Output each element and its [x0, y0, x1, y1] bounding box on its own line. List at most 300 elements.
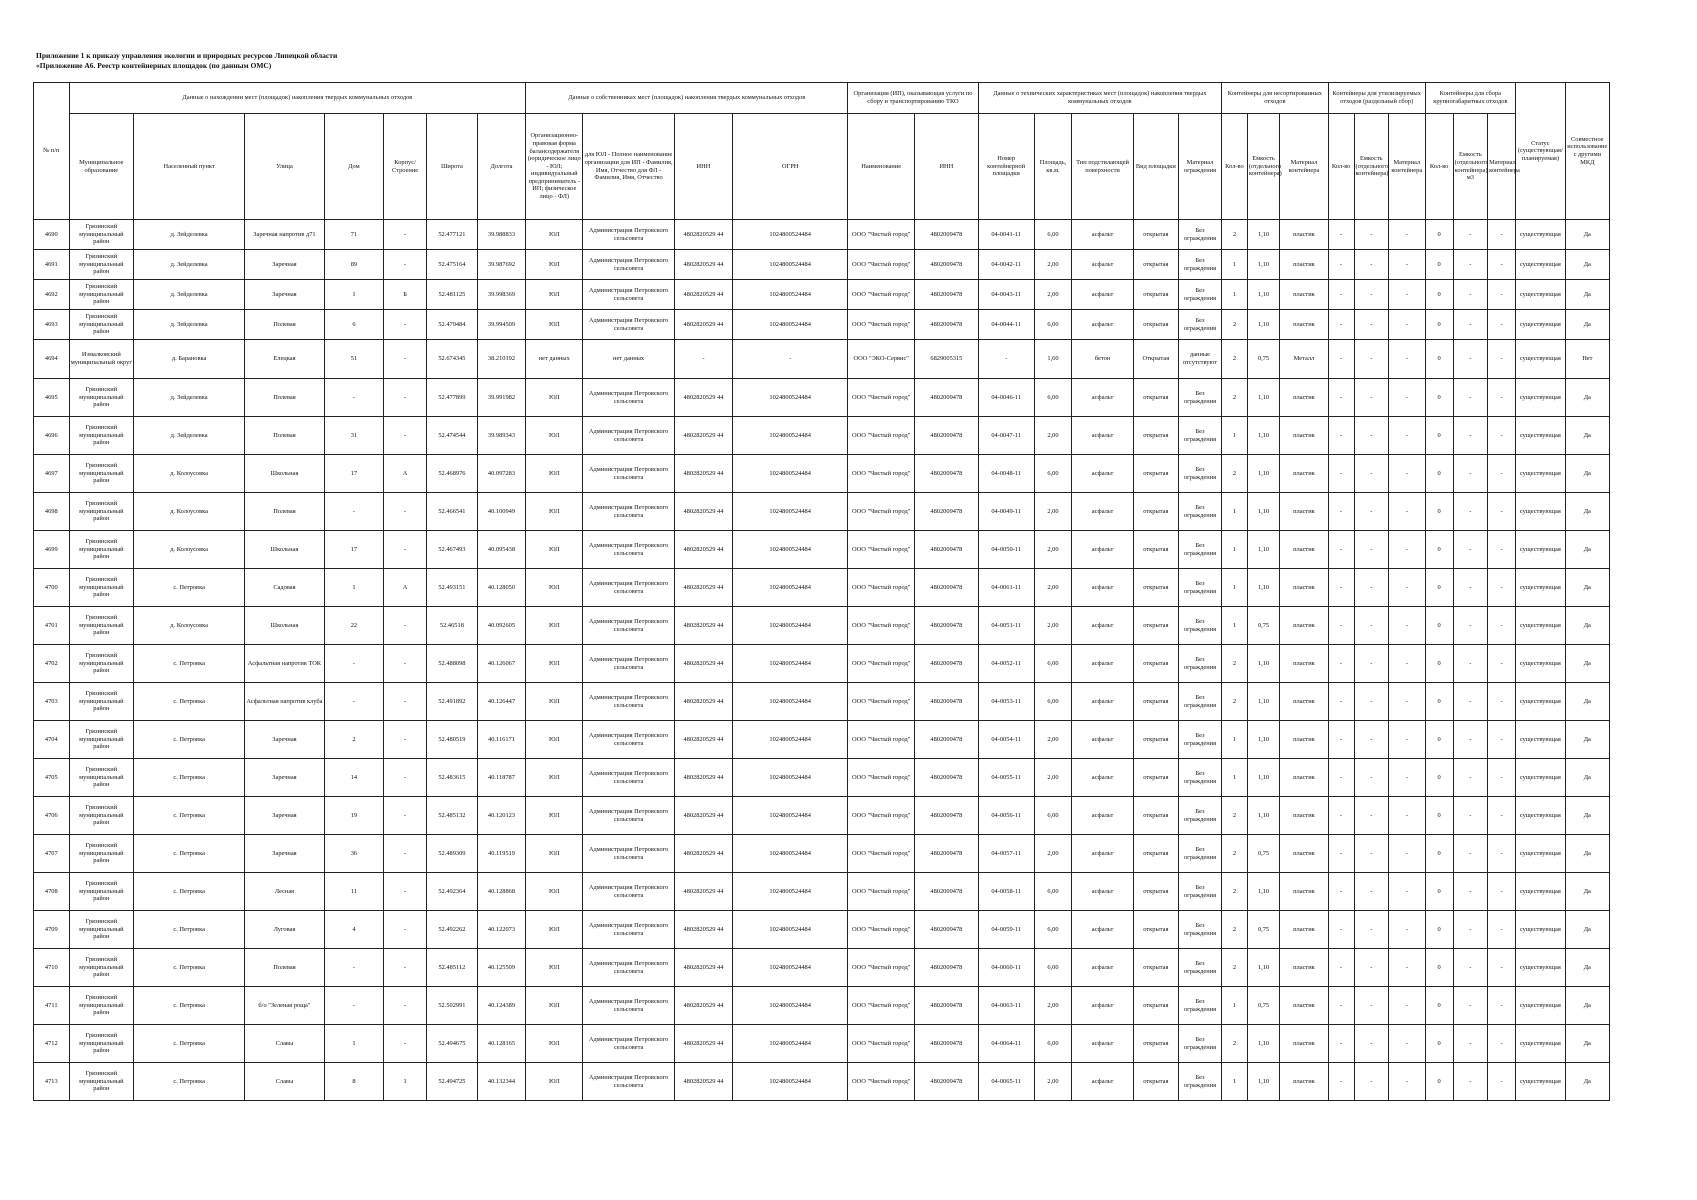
- cell-sorted-qty: 2: [1222, 340, 1248, 379]
- cell-operator-name: ООО "Чистый город": [848, 493, 915, 531]
- cell-longitude: 40.125509: [477, 949, 526, 987]
- cell-street: Полевая: [245, 379, 325, 417]
- header-sorted-capacity: Емкость (отдельного контейнера): [1247, 114, 1279, 220]
- cell-surface: асфальт: [1072, 873, 1133, 911]
- cell-sorted-material: пластик: [1280, 569, 1329, 607]
- cell-municipality: Грязинский муниципальный район: [69, 1063, 134, 1101]
- cell-separate-capacity: -: [1354, 493, 1388, 531]
- cell-sorted-capacity: 1,10: [1247, 569, 1279, 607]
- cell-street: Славы: [245, 1063, 325, 1101]
- cell-sorted-material: пластик: [1280, 1025, 1329, 1063]
- cell-shared-use: Да: [1565, 250, 1609, 280]
- cell-org-form: ЮЛ: [526, 250, 583, 280]
- cell-fence-material: Без ограждения: [1178, 797, 1221, 835]
- cell-status: существующая: [1516, 220, 1566, 250]
- cell-sorted-material: пластик: [1280, 721, 1329, 759]
- cell-separate-capacity: -: [1354, 987, 1388, 1025]
- cell-house: 71: [324, 220, 383, 250]
- cell-ogrn: 1024800524484: [733, 250, 848, 280]
- cell-org-form: нет данных: [526, 340, 583, 379]
- cell-municipality: Грязинский муниципальный район: [69, 683, 134, 721]
- cell-street: Луговая: [245, 911, 325, 949]
- cell-operator-inn: 4802009478: [915, 569, 979, 607]
- cell-status: существующая: [1516, 455, 1566, 493]
- cell-longitude: 40.118787: [477, 759, 526, 797]
- cell-municipality: Измалковский муниципальный округ: [69, 340, 134, 379]
- cell-owner-inn: 4802820529 44: [674, 683, 732, 721]
- cell-site-type: открытая: [1133, 417, 1178, 455]
- cell-surface: асфальт: [1072, 797, 1133, 835]
- cell-latitude: 52.481125: [427, 280, 478, 310]
- cell-building: -: [384, 759, 427, 797]
- cell-site-number: 04-0059-11: [978, 911, 1034, 949]
- cell-shared-use: Да: [1565, 987, 1609, 1025]
- cell-status: существующая: [1516, 797, 1566, 835]
- cell-house: 8: [324, 1063, 383, 1101]
- cell-sorted-qty: 1: [1222, 1063, 1248, 1101]
- cell-separate-qty: -: [1328, 1063, 1354, 1101]
- cell-ogrn: 1024800524484: [733, 1025, 848, 1063]
- header-street: Улица: [245, 114, 325, 220]
- table-row: [34, 607, 1610, 645]
- cell-sorted-capacity: 1,10: [1247, 310, 1279, 340]
- cell-owner-name: Администрация Петровского сельсовета: [583, 797, 675, 835]
- cell-street: Школьная: [245, 607, 325, 645]
- cell-shared-use: Да: [1565, 645, 1609, 683]
- cell-bulky-material: -: [1488, 379, 1516, 417]
- cell-operator-inn: 4802009478: [915, 797, 979, 835]
- cell-latitude: 52.494725: [427, 1063, 478, 1101]
- cell-longitude: 39.991982: [477, 379, 526, 417]
- cell-separate-qty: -: [1328, 987, 1354, 1025]
- cell-status: существующая: [1516, 250, 1566, 280]
- cell-settlement: д. Зейделевка: [134, 379, 245, 417]
- cell-latitude: 52.477899: [427, 379, 478, 417]
- cell-separate-material: -: [1388, 1025, 1425, 1063]
- cell-street: Заречная напротив д71: [245, 220, 325, 250]
- cell-municipality: Грязинский муниципальный район: [69, 759, 134, 797]
- header-bulky-qty: Кол-во: [1425, 114, 1453, 220]
- cell-row-number: 4697: [34, 455, 70, 493]
- cell-bulky-material: -: [1488, 250, 1516, 280]
- cell-separate-material: -: [1388, 493, 1425, 531]
- cell-bulky-capacity: -: [1453, 220, 1487, 250]
- cell-ogrn: 1024800524484: [733, 987, 848, 1025]
- cell-surface: асфальт: [1072, 493, 1133, 531]
- cell-sorted-capacity: 1,10: [1247, 417, 1279, 455]
- header-group-bulky: Контейнеры для сбора крупногабаритных отходов: [1425, 83, 1515, 114]
- cell-row-number: 4690: [34, 220, 70, 250]
- cell-sorted-capacity: 0,75: [1247, 987, 1279, 1025]
- cell-row-number: 4705: [34, 759, 70, 797]
- cell-area: 2,00: [1034, 280, 1072, 310]
- cell-building: -: [384, 531, 427, 569]
- cell-surface: асфальт: [1072, 911, 1133, 949]
- cell-sorted-material: пластик: [1280, 493, 1329, 531]
- cell-municipality: Грязинский муниципальный район: [69, 531, 134, 569]
- cell-bulky-qty: 0: [1425, 455, 1453, 493]
- cell-sorted-material: пластик: [1280, 759, 1329, 797]
- cell-area: 2,00: [1034, 1063, 1072, 1101]
- cell-building: -: [384, 607, 427, 645]
- cell-operator-inn: 4802009478: [915, 645, 979, 683]
- cell-sorted-qty: 1: [1222, 417, 1248, 455]
- cell-owner-name: Администрация Петровского сельсовета: [583, 645, 675, 683]
- cell-fence-material: Без ограждения: [1178, 835, 1221, 873]
- cell-surface: асфальт: [1072, 417, 1133, 455]
- cell-bulky-capacity: -: [1453, 531, 1487, 569]
- cell-shared-use: Да: [1565, 569, 1609, 607]
- cell-site-number: 04-0041-11: [978, 220, 1034, 250]
- cell-row-number: 4710: [34, 949, 70, 987]
- cell-site-type: открытая: [1133, 949, 1178, 987]
- cell-sorted-material: пластик: [1280, 455, 1329, 493]
- cell-ogrn: 1024800524484: [733, 683, 848, 721]
- cell-sorted-qty: 2: [1222, 645, 1248, 683]
- cell-owner-inn: 4802820529 44: [674, 250, 732, 280]
- cell-site-number: 04-0058-11: [978, 873, 1034, 911]
- cell-owner-inn: 4802820529 44: [674, 569, 732, 607]
- cell-settlement: д. Колоусовка: [134, 493, 245, 531]
- cell-bulky-material: -: [1488, 873, 1516, 911]
- cell-surface: асфальт: [1072, 759, 1133, 797]
- cell-area: 6,00: [1034, 379, 1072, 417]
- cell-status: существующая: [1516, 721, 1566, 759]
- cell-row-number: 4706: [34, 797, 70, 835]
- cell-street: Славы: [245, 1025, 325, 1063]
- cell-separate-qty: -: [1328, 569, 1354, 607]
- cell-owner-name: Администрация Петровского сельсовета: [583, 759, 675, 797]
- cell-separate-qty: -: [1328, 759, 1354, 797]
- registry-body: [34, 220, 1610, 1101]
- cell-municipality: Грязинский муниципальный район: [69, 911, 134, 949]
- cell-site-number: 04-0044-11: [978, 310, 1034, 340]
- header-house: Дом: [324, 114, 383, 220]
- cell-bulky-qty: 0: [1425, 417, 1453, 455]
- cell-latitude: 52.488098: [427, 645, 478, 683]
- cell-shared-use: Да: [1565, 721, 1609, 759]
- cell-org-form: ЮЛ: [526, 835, 583, 873]
- cell-sorted-qty: 1: [1222, 607, 1248, 645]
- cell-owner-inn: 4802820529 44: [674, 835, 732, 873]
- cell-house: 2: [324, 721, 383, 759]
- cell-separate-qty: -: [1328, 417, 1354, 455]
- cell-house: 14: [324, 759, 383, 797]
- cell-shared-use: Да: [1565, 835, 1609, 873]
- cell-shared-use: Да: [1565, 220, 1609, 250]
- header-sorted-material: Материал контейнера: [1280, 114, 1329, 220]
- cell-site-type: открытая: [1133, 607, 1178, 645]
- cell-bulky-qty: 0: [1425, 683, 1453, 721]
- cell-sorted-qty: 1: [1222, 987, 1248, 1025]
- cell-owner-name: Администрация Петровского сельсовета: [583, 569, 675, 607]
- cell-settlement: с. Петровка: [134, 987, 245, 1025]
- header-bulky-material: Материал контейнера: [1488, 114, 1516, 220]
- cell-operator-name: ООО "Чистый город": [848, 1063, 915, 1101]
- cell-settlement: с. Петровка: [134, 873, 245, 911]
- cell-bulky-material: -: [1488, 607, 1516, 645]
- cell-bulky-capacity: -: [1453, 310, 1487, 340]
- cell-street: Заречная: [245, 759, 325, 797]
- cell-operator-name: ООО "Чистый город": [848, 683, 915, 721]
- cell-org-form: ЮЛ: [526, 310, 583, 340]
- cell-bulky-material: -: [1488, 280, 1516, 310]
- cell-building: -: [384, 220, 427, 250]
- cell-longitude: 40.120123: [477, 797, 526, 835]
- cell-separate-material: -: [1388, 873, 1425, 911]
- cell-latitude: 52.468976: [427, 455, 478, 493]
- cell-street: б/о "Зеленая роща": [245, 987, 325, 1025]
- cell-sorted-qty: 2: [1222, 683, 1248, 721]
- cell-bulky-qty: 0: [1425, 220, 1453, 250]
- cell-separate-capacity: -: [1354, 220, 1388, 250]
- cell-separate-qty: -: [1328, 1025, 1354, 1063]
- cell-sorted-qty: 1: [1222, 280, 1248, 310]
- cell-bulky-capacity: -: [1453, 493, 1487, 531]
- cell-operator-name: ООО "Чистый город": [848, 721, 915, 759]
- cell-bulky-qty: 0: [1425, 493, 1453, 531]
- cell-sorted-capacity: 0,75: [1247, 340, 1279, 379]
- cell-separate-material: -: [1388, 417, 1425, 455]
- cell-sorted-material: пластик: [1280, 607, 1329, 645]
- cell-row-number: 4699: [34, 531, 70, 569]
- cell-fence-material: Без ограждения: [1178, 531, 1221, 569]
- table-row: [34, 250, 1610, 280]
- cell-owner-inn: 4802820529 44: [674, 455, 732, 493]
- cell-municipality: Грязинский муниципальный район: [69, 1025, 134, 1063]
- cell-fence-material: Без ограждения: [1178, 645, 1221, 683]
- cell-owner-inn: 4802820529 44: [674, 1025, 732, 1063]
- cell-sorted-capacity: 0,75: [1247, 607, 1279, 645]
- cell-bulky-qty: 0: [1425, 1063, 1453, 1101]
- cell-ogrn: 1024800524484: [733, 280, 848, 310]
- cell-sorted-material: пластик: [1280, 250, 1329, 280]
- cell-operator-inn: 4802009478: [915, 607, 979, 645]
- cell-sorted-capacity: 1,10: [1247, 949, 1279, 987]
- cell-owner-name: Администрация Петровского сельсовета: [583, 417, 675, 455]
- cell-site-number: 04-0057-11: [978, 835, 1034, 873]
- cell-site-type: открытая: [1133, 835, 1178, 873]
- table-row: [34, 911, 1610, 949]
- cell-bulky-capacity: -: [1453, 379, 1487, 417]
- cell-fence-material: Без ограждения: [1178, 607, 1221, 645]
- cell-street: Школьная: [245, 455, 325, 493]
- cell-fence-material: Без ограждения: [1178, 417, 1221, 455]
- cell-area: 6,00: [1034, 1025, 1072, 1063]
- cell-separate-capacity: -: [1354, 1025, 1388, 1063]
- cell-surface: асфальт: [1072, 721, 1133, 759]
- container-sites-registry-table: [33, 82, 1610, 1101]
- cell-separate-capacity: -: [1354, 340, 1388, 379]
- cell-street: Лесная: [245, 873, 325, 911]
- cell-separate-material: -: [1388, 280, 1425, 310]
- cell-ogrn: 1024800524484: [733, 759, 848, 797]
- cell-operator-name: ООО "Чистый город": [848, 455, 915, 493]
- cell-owner-name: Администрация Петровского сельсовета: [583, 455, 675, 493]
- cell-site-number: 04-0046-11: [978, 379, 1034, 417]
- cell-fence-material: Без ограждения: [1178, 683, 1221, 721]
- cell-site-type: открытая: [1133, 721, 1178, 759]
- cell-owner-inn: 4802820529 44: [674, 873, 732, 911]
- cell-shared-use: Да: [1565, 1025, 1609, 1063]
- cell-bulky-qty: 0: [1425, 340, 1453, 379]
- cell-sorted-qty: 2: [1222, 310, 1248, 340]
- cell-municipality: Грязинский муниципальный район: [69, 250, 134, 280]
- cell-sorted-capacity: 0,75: [1247, 835, 1279, 873]
- cell-settlement: с. Петровка: [134, 759, 245, 797]
- table-row: [34, 310, 1610, 340]
- cell-building: Б: [384, 280, 427, 310]
- cell-separate-capacity: -: [1354, 835, 1388, 873]
- cell-site-type: открытая: [1133, 911, 1178, 949]
- cell-longitude: 40.128868: [477, 873, 526, 911]
- cell-owner-inn: 4802820529 44: [674, 721, 732, 759]
- cell-building: -: [384, 340, 427, 379]
- cell-bulky-capacity: -: [1453, 417, 1487, 455]
- cell-separate-material: -: [1388, 949, 1425, 987]
- cell-owner-inn: 4802820529 44: [674, 607, 732, 645]
- cell-site-type: открытая: [1133, 1025, 1178, 1063]
- header-separate-capacity: Емкость (отдельного контейнера): [1354, 114, 1388, 220]
- cell-org-form: ЮЛ: [526, 531, 583, 569]
- table-row: [34, 493, 1610, 531]
- cell-longitude: 40.100949: [477, 493, 526, 531]
- cell-operator-name: ООО "Чистый город": [848, 250, 915, 280]
- cell-separate-material: -: [1388, 759, 1425, 797]
- cell-site-number: 04-0054-11: [978, 721, 1034, 759]
- cell-house: -: [324, 987, 383, 1025]
- cell-sorted-qty: 1: [1222, 569, 1248, 607]
- table-row: [34, 569, 1610, 607]
- cell-operator-inn: 4802009478: [915, 911, 979, 949]
- cell-site-number: 04-0050-11: [978, 531, 1034, 569]
- cell-row-number: 4696: [34, 417, 70, 455]
- cell-site-type: открытая: [1133, 379, 1178, 417]
- cell-sorted-capacity: 1,10: [1247, 759, 1279, 797]
- header-owner-inn: ИНН: [674, 114, 732, 220]
- header-site-number: Номер контейнерной площадки: [978, 114, 1034, 220]
- cell-longitude: 40.128165: [477, 1025, 526, 1063]
- cell-bulky-capacity: -: [1453, 721, 1487, 759]
- cell-operator-inn: 4802009478: [915, 455, 979, 493]
- cell-sorted-qty: 1: [1222, 721, 1248, 759]
- header-ogrn: ОГРН: [733, 114, 848, 220]
- cell-ogrn: 1024800524484: [733, 949, 848, 987]
- cell-building: -: [384, 949, 427, 987]
- cell-settlement: д. Колоусовка: [134, 531, 245, 569]
- cell-operator-name: ООО "Чистый город": [848, 1025, 915, 1063]
- cell-settlement: с. Петровка: [134, 645, 245, 683]
- cell-street: Заречная: [245, 797, 325, 835]
- cell-site-number: 04-0056-11: [978, 797, 1034, 835]
- cell-operator-inn: 4802009478: [915, 280, 979, 310]
- cell-operator-name: ООО "Чистый город": [848, 873, 915, 911]
- cell-building: -: [384, 683, 427, 721]
- cell-separate-material: -: [1388, 683, 1425, 721]
- cell-sorted-material: пластик: [1280, 220, 1329, 250]
- cell-ogrn: 1024800524484: [733, 417, 848, 455]
- cell-operator-name: ООО "Чистый город": [848, 220, 915, 250]
- header-group-location: Данные о нахождении мест (площадок) накопления твердых коммунальных отходов: [69, 83, 526, 114]
- cell-bulky-material: -: [1488, 683, 1516, 721]
- cell-operator-name: ООО "Чистый город": [848, 280, 915, 310]
- cell-site-type: открытая: [1133, 759, 1178, 797]
- cell-owner-name: Администрация Петровского сельсовета: [583, 721, 675, 759]
- cell-street: Заречная: [245, 835, 325, 873]
- cell-owner-name: Администрация Петровского сельсовета: [583, 220, 675, 250]
- cell-org-form: ЮЛ: [526, 759, 583, 797]
- cell-separate-material: -: [1388, 987, 1425, 1025]
- cell-status: существующая: [1516, 987, 1566, 1025]
- cell-status: существующая: [1516, 949, 1566, 987]
- cell-sorted-capacity: 1,10: [1247, 280, 1279, 310]
- cell-surface: асфальт: [1072, 250, 1133, 280]
- cell-separate-capacity: -: [1354, 949, 1388, 987]
- cell-shared-use: Да: [1565, 949, 1609, 987]
- cell-house: 19: [324, 797, 383, 835]
- cell-site-number: 04-0060-11: [978, 949, 1034, 987]
- cell-settlement: д. Колоусовка: [134, 607, 245, 645]
- cell-row-number: 4692: [34, 280, 70, 310]
- cell-municipality: Грязинский муниципальный район: [69, 607, 134, 645]
- cell-sorted-material: пластик: [1280, 280, 1329, 310]
- cell-surface: асфальт: [1072, 607, 1133, 645]
- cell-area: 2,00: [1034, 721, 1072, 759]
- cell-site-number: 04-0051-11: [978, 607, 1034, 645]
- cell-street: Асфальтная напротив ТОК: [245, 645, 325, 683]
- table-row: [34, 835, 1610, 873]
- cell-bulky-capacity: -: [1453, 797, 1487, 835]
- cell-ogrn: 1024800524484: [733, 645, 848, 683]
- cell-bulky-qty: 0: [1425, 911, 1453, 949]
- cell-area: 1,60: [1034, 340, 1072, 379]
- cell-ogrn: 1024800524484: [733, 1063, 848, 1101]
- cell-site-type: открытая: [1133, 280, 1178, 310]
- cell-separate-material: -: [1388, 531, 1425, 569]
- cell-status: существующая: [1516, 280, 1566, 310]
- cell-sorted-capacity: 1,10: [1247, 645, 1279, 683]
- cell-latitude: 52.480519: [427, 721, 478, 759]
- cell-owner-inn: 4802820529 44: [674, 310, 732, 340]
- cell-longitude: 40.119519: [477, 835, 526, 873]
- cell-ogrn: -: [733, 340, 848, 379]
- cell-site-type: открытая: [1133, 645, 1178, 683]
- cell-latitude: 52.674345: [427, 340, 478, 379]
- cell-surface: асфальт: [1072, 1025, 1133, 1063]
- registry-sheet: [33, 82, 1610, 1101]
- cell-sorted-capacity: 1,10: [1247, 493, 1279, 531]
- cell-fence-material: Без ограждения: [1178, 455, 1221, 493]
- header-municipality: Муниципальное образование: [69, 114, 134, 220]
- cell-house: 11: [324, 873, 383, 911]
- cell-fence-material: Без ограждения: [1178, 759, 1221, 797]
- cell-street: Полевая: [245, 949, 325, 987]
- cell-separate-material: -: [1388, 220, 1425, 250]
- cell-bulky-qty: 0: [1425, 987, 1453, 1025]
- cell-bulky-qty: 0: [1425, 645, 1453, 683]
- table-row: [34, 379, 1610, 417]
- cell-separate-capacity: -: [1354, 531, 1388, 569]
- table-row: [34, 645, 1610, 683]
- header-building: Корпус/Строение: [384, 114, 427, 220]
- cell-latitude: 52.483615: [427, 759, 478, 797]
- cell-bulky-capacity: -: [1453, 1025, 1487, 1063]
- cell-site-type: открытая: [1133, 683, 1178, 721]
- cell-sorted-material: пластик: [1280, 379, 1329, 417]
- heading-line-1: Приложение 1 к приказу управления экологии и природных ресурсов Липецкой области: [36, 51, 338, 60]
- cell-owner-name: Администрация Петровского сельсовета: [583, 280, 675, 310]
- cell-area: 6,00: [1034, 683, 1072, 721]
